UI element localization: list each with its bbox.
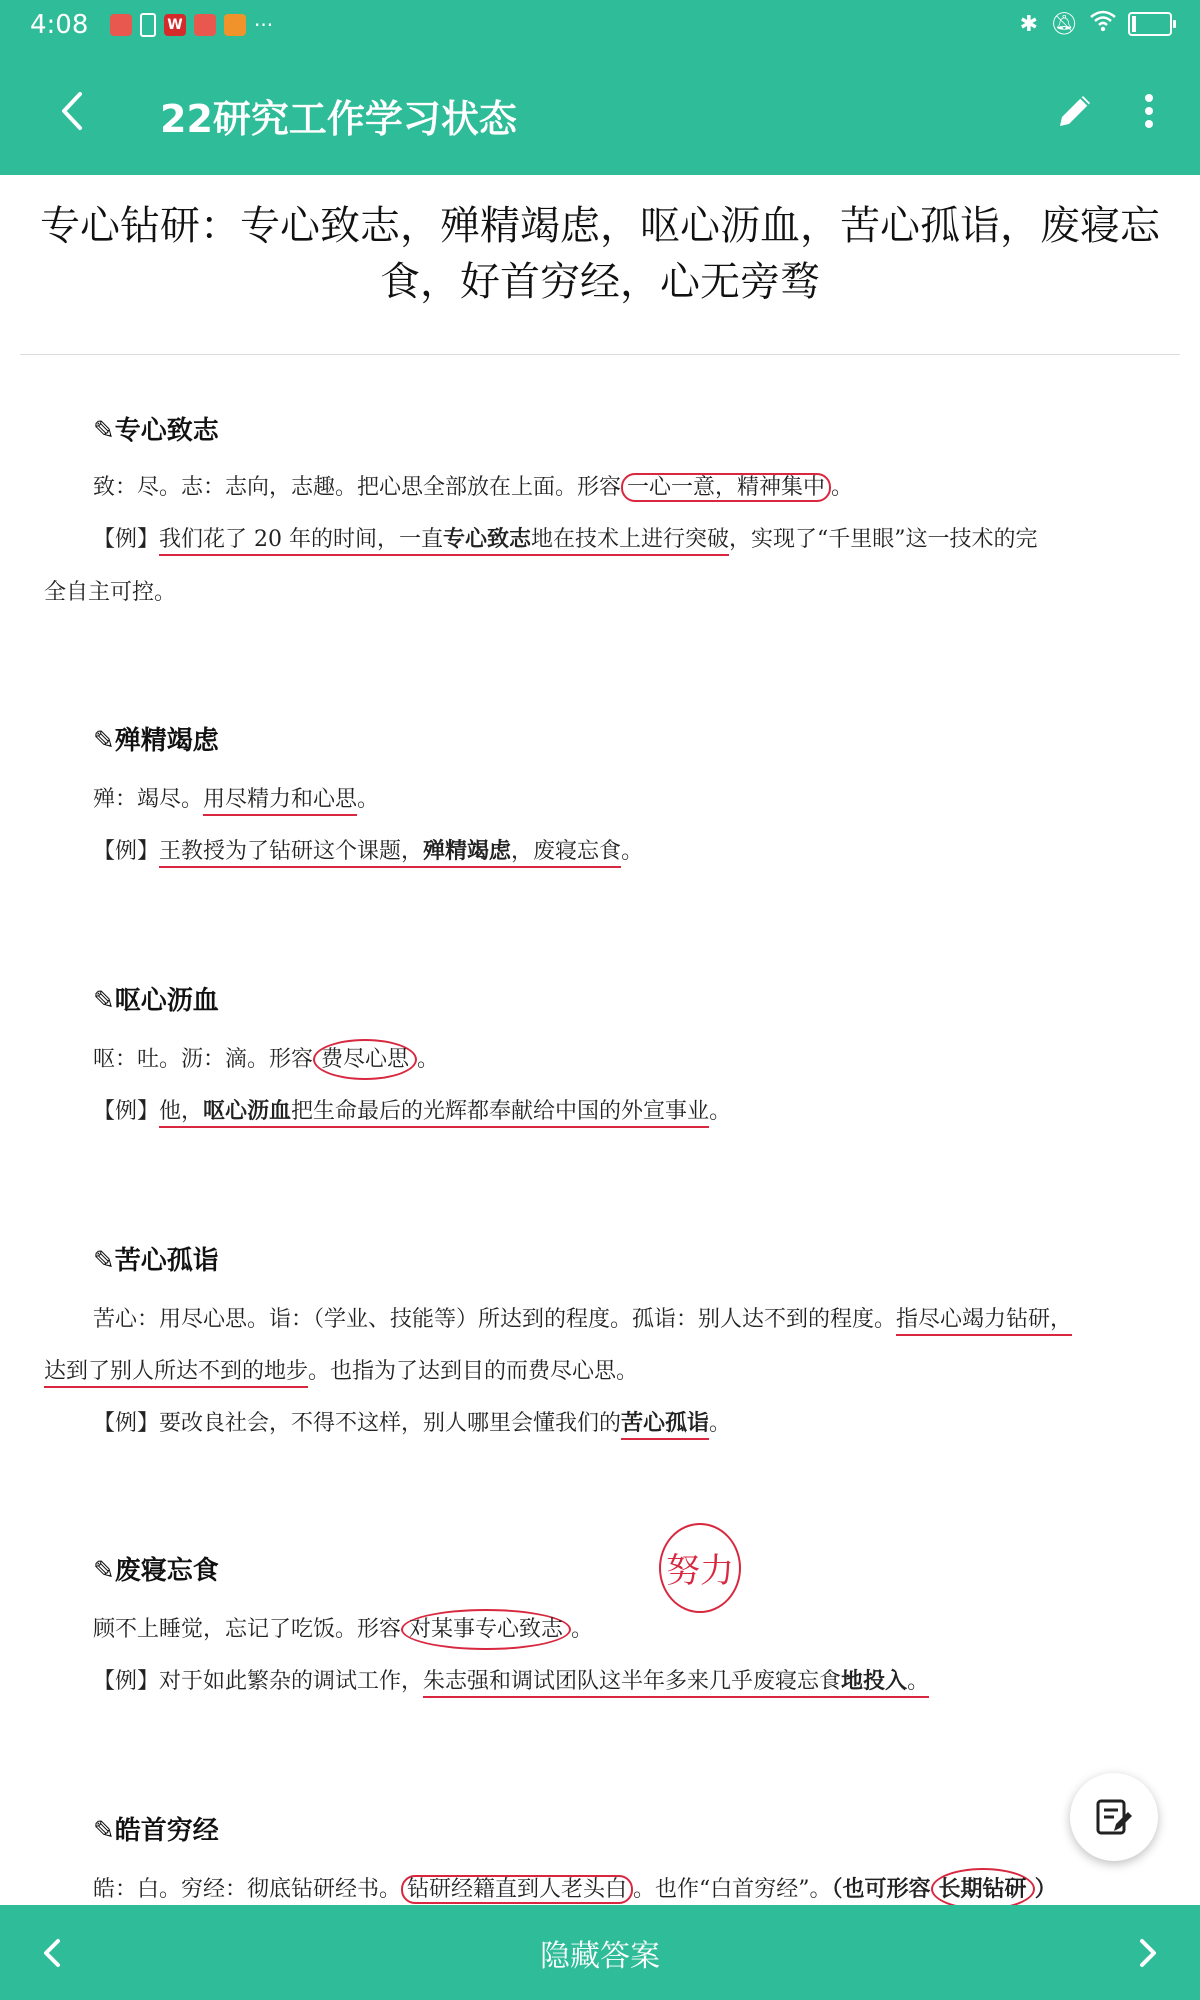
- entry-definition: 皓：白。穷经：彻底钻研经书。 钻研经籍直到人老头白 。也作“白首穷经”。（也可形容 长期钻研 ）: [93, 1872, 1057, 1903]
- entry-example: 【例】对于如此繁杂的调试工作，朱志强和调试团队这半年多来几乎废寝忘食地投入。: [93, 1664, 929, 1695]
- entry-heading: ✎呕心沥血: [93, 986, 219, 1016]
- annotation-underline: 苦心孤诣: [621, 1410, 709, 1440]
- annotation-underline: 朱志强和调试团队这半年多来几乎废寝忘食地投入。: [423, 1669, 929, 1698]
- divider: [20, 354, 1180, 355]
- entry-definition: 殚：竭尽。用尽精力和心思。: [93, 782, 379, 813]
- entry-definition: 顾不上睡觉，忘记了吃饭。形容 对某事专心致志 。: [93, 1612, 593, 1643]
- edit-button[interactable]: [1050, 86, 1100, 136]
- annotation-underline: 指尽心竭力钻研，: [896, 1307, 1072, 1336]
- app-bar: [0, 50, 1200, 175]
- entry-definition-cont: 达到了别人所达不到的地步。也指为了达到目的而费尽心思。: [44, 1354, 638, 1385]
- bottom-bar: [0, 1905, 1200, 2000]
- question-text: 专心钻研：专心致志，殚精竭虑，呕心沥血，苦心孤诣，废寝忘食，好首穷经，心无旁骛: [40, 203, 1160, 305]
- wifi-icon: [1090, 10, 1116, 38]
- handwritten-note: [655, 1520, 745, 1620]
- entry-heading: ✎殚精竭虑: [93, 726, 219, 756]
- entry-example: 【例】王教授为了钻研这个课题，殚精竭虑，废寝忘食。: [93, 834, 643, 865]
- note-edit-fab[interactable]: [1070, 1773, 1158, 1861]
- entry-example-cont: 全自主可控。: [44, 580, 177, 605]
- wps-icon: W: [164, 14, 186, 36]
- handwritten-note-drawing: [655, 1520, 745, 1620]
- page-title: 22研究工作学习状态: [160, 97, 517, 141]
- video-app-icon: [224, 14, 246, 36]
- entry-heading: ✎苦心孤诣: [93, 1246, 219, 1276]
- battery-icon: [1128, 12, 1172, 36]
- back-button[interactable]: [52, 86, 92, 136]
- notification-icons: [110, 13, 273, 37]
- chevron-right-icon: [1132, 1935, 1162, 1971]
- annotation-underline: 我们花了 20 年的时间，一直专心致志地在技术上进行突破: [159, 527, 729, 556]
- pencil-icon: [1050, 86, 1100, 136]
- mute-icon: 🔕︎: [1050, 11, 1078, 37]
- annotation-underline: 达到了别人所达不到的地步: [44, 1359, 308, 1388]
- entry-heading: ✎专心致志: [93, 416, 219, 446]
- status-bar: [0, 0, 1200, 50]
- entry-example: 【例】他，呕心沥血把生命最后的光辉都奉献给中国的外宣事业。: [93, 1094, 731, 1125]
- annotation-underline: 他，呕心沥血把生命最后的光辉都奉献给中国的外宣事业: [159, 1099, 709, 1128]
- annotation-underline: 王教授为了钻研这个课题，殚精竭虑，废寝忘食: [159, 839, 621, 868]
- entry-definition: 苦心：用尽心思。诣：（学业、技能等）所达到的程度。孤诣：别人达不到的程度。指尽心竭力钻研，: [93, 1302, 1072, 1333]
- bluetooth-icon: ✱: [1019, 11, 1039, 37]
- app-notification-icon: [110, 14, 132, 36]
- phone-icon: [140, 13, 156, 37]
- back-arrow-icon: [52, 86, 92, 136]
- entry-definition: 呕：吐。沥：滴。形容 费尽心思 。: [93, 1042, 439, 1073]
- entry-definition: 致：尽。志：志向，志趣。把心思全部放在上面。形容 一心一意，精神集中 。: [93, 475, 854, 500]
- system-icons: [1020, 10, 1172, 38]
- more-notifications-icon: ···: [254, 13, 274, 37]
- status-time: 4:08: [30, 10, 89, 40]
- note-edit-icon: [1092, 1795, 1136, 1839]
- annotation-circle: 对某事专心致志: [401, 1609, 571, 1650]
- annotation-box: 钻研经籍直到人老头白: [401, 1875, 633, 1904]
- app-notification-icon-2: [194, 14, 216, 36]
- more-options-button[interactable]: [1134, 86, 1164, 136]
- entry-example: 【例】要改良社会，不得不这样，别人哪里会懂我们的苦心孤诣。: [93, 1406, 731, 1437]
- annotation-box: 一心一意，精神集中: [621, 473, 831, 502]
- svg-text:努力: 努力: [666, 1551, 734, 1591]
- entry-heading: ✎废寝忘食: [93, 1556, 219, 1586]
- hide-answer-button[interactable]: 隐藏答案: [540, 1939, 660, 1974]
- entry-heading: ✎皓首穷经: [93, 1816, 219, 1846]
- entry-example: 【例】我们花了 20 年的时间，一直专心致志地在技术上进行突破，实现了“千里眼”这一技术的完: [93, 522, 1038, 553]
- answer-image-content: [0, 390, 1200, 1905]
- annotation-circle: 长期钻研: [931, 1868, 1035, 1905]
- more-vert-icon: [1134, 86, 1164, 136]
- annotation-underline: 用尽精力和心思: [203, 787, 357, 816]
- annotation-circle: 费尽心思: [313, 1039, 417, 1080]
- next-button[interactable]: [1132, 1935, 1162, 1971]
